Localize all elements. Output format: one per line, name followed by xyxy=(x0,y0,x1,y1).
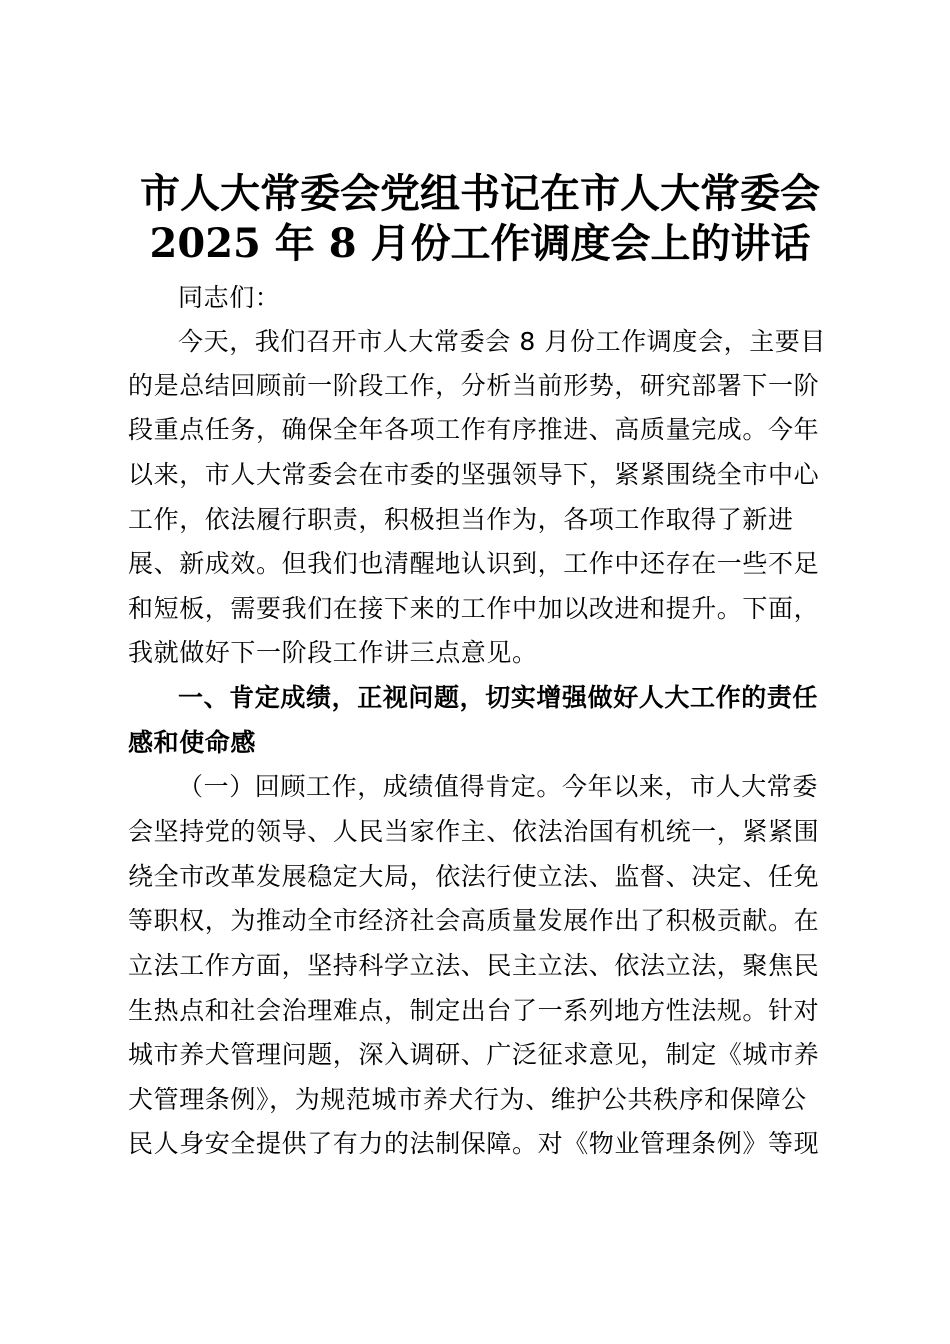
body-line: （一）回顾工作，成绩值得肯定。今年以来，市人大常委 xyxy=(178,772,819,801)
body-line: 以来，市人大常委会在市委的坚强领导下，紧紧围绕全市中心 xyxy=(128,460,820,489)
section-heading: 一、肯定成绩，正视问题，切实增强做好人大工作的责任 xyxy=(178,683,819,712)
body-line: 绕全市改革发展稳定大局，依法行使立法、监督、决定、任免 xyxy=(128,862,820,891)
body-line: 展、新成效。但我们也清醒地认识到，工作中还存在一些不足 xyxy=(128,549,820,578)
body-line: 犬管理条例》，为规范城市养犬行为、维护公共秩序和保障公 xyxy=(128,1085,807,1114)
body-line: 和短板，需要我们在接下来的工作中加以改进和提升。下面， xyxy=(128,594,820,623)
body-line: 等职权，为推动全市经济社会高质量发展作出了积极贡献。在 xyxy=(128,906,820,935)
salutation: 同志们： xyxy=(178,283,281,312)
title-line-2: 2025 年 8 月份工作调度会上的讲话 xyxy=(149,220,811,267)
body-line: 我就做好下一阶段工作讲三点意见。 xyxy=(128,638,538,667)
body-line: 的是总结回顾前一阶段工作，分析当前形势，研究部署下一阶 xyxy=(128,371,820,400)
body-line: 今天，我们召开市人大常委会 8 月份工作调度会，主要目 xyxy=(178,327,827,356)
title-line-1: 市人大常委会党组书记在市人大常委会 xyxy=(140,170,820,217)
body-line: 城市养犬管理问题，深入调研、广泛征求意见，制定《城市养 xyxy=(128,1040,820,1069)
section-heading-continued: 感和使命感 xyxy=(128,728,257,757)
body-line: 会坚持党的领导、人民当家作主、依法治国有机统一，紧紧围 xyxy=(128,817,820,846)
body-line: 生热点和社会治理难点，制定出台了一系列地方性法规。针对 xyxy=(128,996,820,1025)
body-line: 段重点任务，确保全年各项工作有序推进、高质量完成。今年 xyxy=(128,415,820,444)
body-line: 立法工作方面，坚持科学立法、民主立法、依法立法，聚焦民 xyxy=(128,951,820,980)
body-line: 工作，依法履行职责，积极担当作为，各项工作取得了新进 xyxy=(128,505,794,534)
body-line: 民人身安全提供了有力的法制保障。对《物业管理条例》等现 xyxy=(128,1129,820,1158)
